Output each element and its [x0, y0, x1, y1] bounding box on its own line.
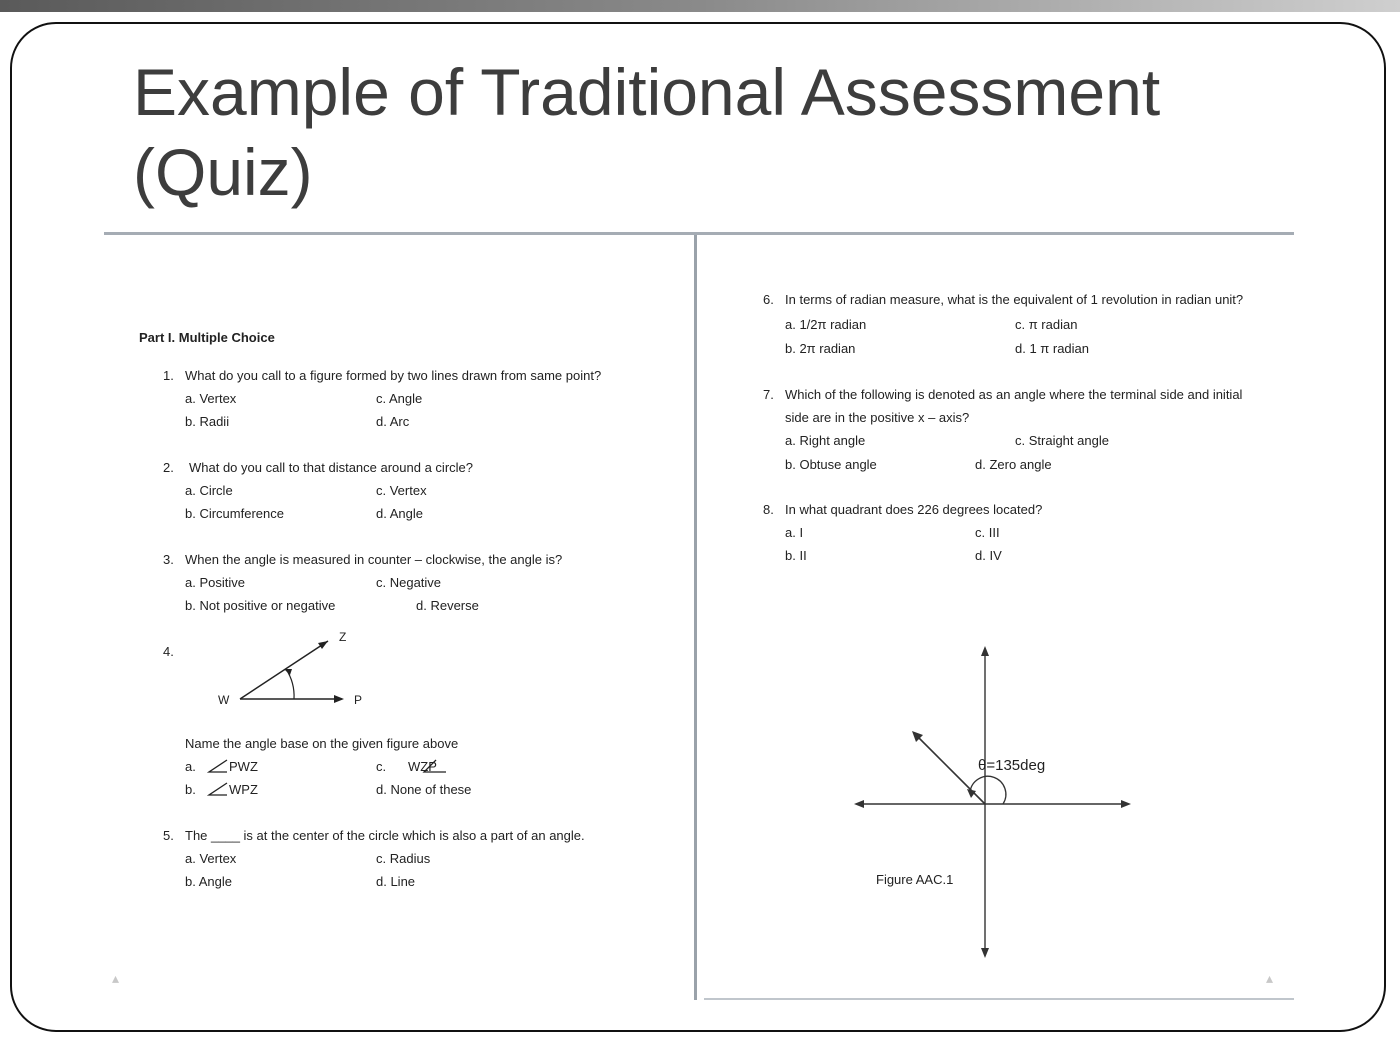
q5-option-c: c. Radius [376, 851, 431, 866]
slide-title-line-2: (Quiz) [133, 135, 313, 209]
q4-option-c: WZP [408, 759, 437, 774]
q5-option-d: d. Line [376, 874, 416, 889]
q4-option-c-prefix: c. [376, 759, 387, 774]
q6-option-b: b. 2π radian [785, 341, 856, 356]
q5-number: 5. [163, 828, 174, 843]
q7-option-a: a. Right angle [785, 433, 866, 448]
q1-option-a: a. Vertex [185, 391, 237, 406]
q7-text-line-1: Which of the following is denoted as an angle where the terminal side and initial [785, 387, 1243, 402]
q8-option-c: c. III [975, 525, 1000, 540]
angle-label: θ=135deg [978, 757, 1046, 774]
terminal-side [914, 733, 985, 804]
q8-option-d: d. IV [975, 548, 1002, 563]
q1-text: What do you call to a figure formed by two lines drawn from same point? [185, 368, 602, 383]
x-axis-arrow-right [1121, 800, 1131, 808]
q6-number: 6. [763, 292, 774, 307]
q8-option-a: a. I [785, 525, 804, 540]
angle-symbol-icon [207, 781, 229, 797]
q1-option-d: d. Arc [376, 414, 410, 429]
page-corner-right-icon: ▴ [1266, 970, 1274, 986]
q4-number: 4. [163, 644, 174, 659]
q1-option-b: b. Radii [185, 414, 230, 429]
q8-number: 8. [763, 502, 774, 517]
q4-option-d: d. None of these [376, 782, 472, 797]
coordinate-axes-figure [850, 640, 1140, 965]
vertex-label-z: Z [339, 630, 347, 644]
q4-option-b-prefix: b. [185, 782, 196, 797]
arrowhead-z [318, 641, 328, 649]
q6-option-a: a. 1/2π radian [785, 317, 867, 332]
angle-arc [970, 776, 1006, 804]
q3-option-c: c. Negative [376, 575, 442, 590]
q4-option-b: WPZ [229, 782, 258, 797]
q2-text: What do you call to that distance around a circle? [189, 460, 473, 475]
q1-option-c: c. Angle [376, 391, 423, 406]
q3-option-a: a. Positive [185, 575, 245, 590]
q1-number: 1. [163, 368, 174, 383]
q8-text: In what quadrant does 226 degrees located? [785, 502, 1043, 517]
q4-text: Name the angle base on the given figure above [185, 736, 459, 751]
q2-option-b: b. Circumference [185, 506, 284, 521]
q2-option-a: a. Circle [185, 483, 233, 498]
q2-option-d: d. Angle [376, 506, 423, 521]
q4-option-a: PWZ [229, 759, 258, 774]
angle-symbol-icon [207, 758, 229, 774]
y-axis-arrow-down [981, 948, 989, 958]
q3-option-b: b. Not positive or negative [185, 598, 336, 613]
q7-option-d: d. Zero angle [975, 457, 1052, 472]
q7-option-c: c. Straight angle [1015, 433, 1109, 448]
arrowhead-p [334, 695, 344, 703]
arc-arrowhead [284, 669, 292, 675]
q5-option-a: a. Vertex [185, 851, 237, 866]
slide-title [133, 52, 1283, 212]
q3-option-d: d. Reverse [416, 598, 479, 613]
q6-option-d: d. 1 π radian [1015, 341, 1090, 356]
q6-text: In terms of radian measure, what is the equivalent of 1 revolution in radian unit? [785, 292, 1244, 307]
q4-angle-figure [210, 625, 370, 715]
q5-option-b: b. Angle [185, 874, 232, 889]
q3-text: When the angle is measured in counter – clockwise, the angle is? [185, 552, 563, 567]
vertex-label-p: P [354, 693, 363, 707]
page-bottom-rule [704, 998, 1294, 1000]
q4-option-a-prefix: a. [185, 759, 196, 774]
q2-number: 2. [163, 460, 174, 475]
q2-option-c: c. Vertex [376, 483, 427, 498]
q5-text: The ____ is at the center of the circle which is also a part of an angle. [185, 828, 585, 843]
figure-caption: Figure AAC.1 [876, 872, 954, 887]
top-gradient-bar [0, 0, 1400, 12]
q6-option-c: c. π radian [1015, 317, 1078, 332]
part-heading: Part I. Multiple Choice [139, 330, 275, 345]
title-underline [104, 232, 1294, 235]
q7-number: 7. [763, 387, 774, 402]
page-corner-left-icon: ▴ [112, 970, 120, 986]
ray-wz [240, 641, 328, 699]
q3-number: 3. [163, 552, 174, 567]
q8-option-b: b. II [785, 548, 807, 563]
q7-option-b: b. Obtuse angle [785, 457, 877, 472]
angle-symbol-icon [402, 758, 448, 774]
page-divider [694, 235, 697, 1000]
q7-text-line-2: side are in the positive x – axis? [785, 410, 970, 425]
x-axis-arrow-left [854, 800, 864, 808]
vertex-label-w: W [218, 693, 230, 707]
y-axis-arrow-up [981, 646, 989, 656]
slide-title-line-1: Example of Traditional Assessment [133, 55, 1161, 129]
